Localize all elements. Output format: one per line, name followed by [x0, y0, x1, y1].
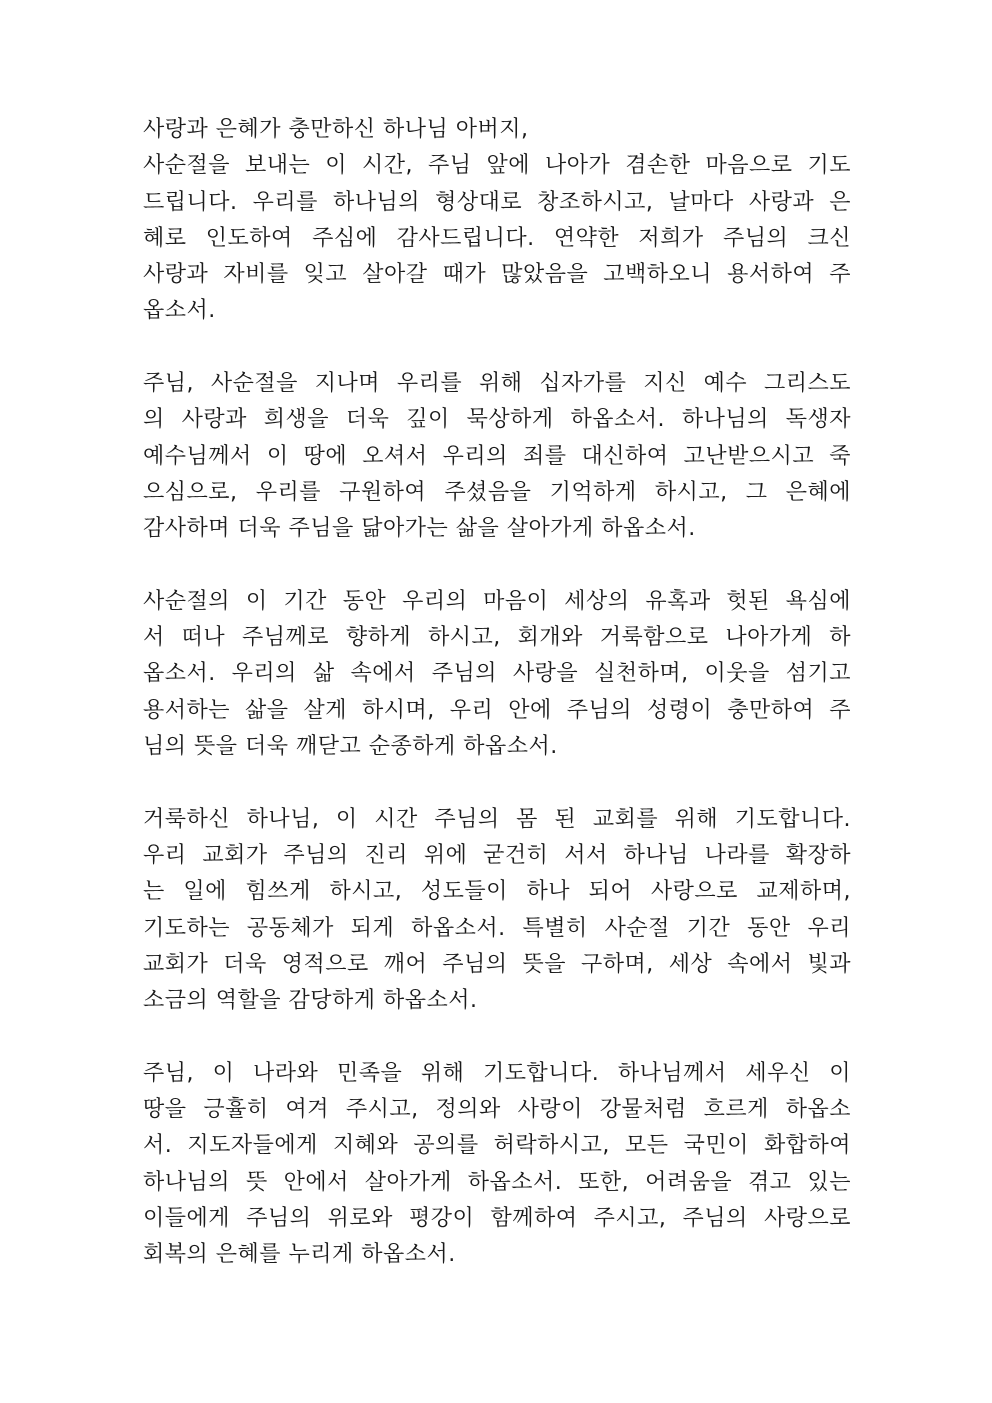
paragraph-4 — [143, 802, 851, 1020]
text-line: 이들에게 주님의 위로와 평강이 함께하여 주시고, 주님의 사랑으로 — [143, 1205, 851, 1231]
prayer-text — [143, 112, 851, 1310]
text-line: 옵소서. 우리의 삶 속에서 주님의 사랑을 실천하며, 이웃을 섬기고 — [143, 661, 851, 687]
text-line: 서. 지도자들에게 지혜와 공의를 허락하시고, 모든 국민이 화합하여 — [143, 1133, 851, 1159]
text-line: 혜로 인도하여 주심에 감사드립니다. 연약한 저희가 주님의 크신 — [143, 225, 851, 251]
paragraph-3 — [143, 584, 851, 765]
text-line: 주님, 이 나라와 민족을 위해 기도합니다. 하나님께서 세우신 이 — [143, 1060, 851, 1086]
text-line: 사랑과 은혜가 충만하신 하나님 아버지, — [143, 117, 529, 142]
text-line: 서 떠나 주님께로 향하게 하시고, 회개와 거룩함으로 나아가게 하 — [143, 625, 851, 651]
text-line: 주님, 사순절을 지나며 우리를 위해 십자가를 지신 예수 그리스도 — [143, 371, 851, 397]
text-line: 예수님께서 이 땅에 오셔서 우리의 죄를 대신하여 고난받으시고 죽 — [143, 443, 851, 469]
text-line: 땅을 긍휼히 여겨 주시고, 정의와 사랑이 강물처럼 흐르게 하옵소 — [143, 1097, 851, 1123]
paragraph-2 — [143, 366, 851, 547]
text-line: 교회가 더욱 영적으로 깨어 주님의 뜻을 구하며, 세상 속에서 빛과 — [143, 951, 851, 977]
text-line: 님의 뜻을 더욱 깨닫고 순종하게 하옵소서. — [143, 734, 558, 760]
text-line: 기도하는 공동체가 되게 하옵소서. 특별히 사순절 기간 동안 우리 — [143, 915, 851, 941]
text-line: 거룩하신 하나님, 이 시간 주님의 몸 된 교회를 위해 기도합니다. — [143, 806, 851, 832]
text-line: 감사하며 더욱 주님을 닮아가는 삶을 살아가게 하옵소서. — [143, 516, 696, 542]
text-line: 하나님의 뜻 안에서 살아가게 하옵소서. 또한, 어려움을 겪고 있는 — [143, 1169, 851, 1195]
text-line: 옵소서. — [143, 298, 216, 324]
text-line: 사랑과 자비를 잊고 살아갈 때가 많았음을 고백하오니 용서하여 주 — [143, 262, 851, 288]
paragraph-1 — [143, 112, 851, 330]
text-line: 드립니다. 우리를 하나님의 형상대로 창조하시고, 날마다 사랑과 은 — [143, 189, 851, 215]
text-line: 소금의 역할을 감당하게 하옵소서. — [143, 988, 478, 1014]
paragraph-5 — [143, 1056, 851, 1274]
text-line: 사순절의 이 기간 동안 우리의 마음이 세상의 유혹과 헛된 욕심에 — [143, 588, 851, 614]
text-line: 용서하는 삶을 살게 하시며, 우리 안에 주님의 성령이 충만하여 주 — [143, 697, 851, 723]
text-line: 는 일에 힘쓰게 하시고, 성도들이 하나 되어 사랑으로 교제하며, — [143, 879, 851, 905]
text-line: 으심으로, 우리를 구원하여 주셨음을 기억하게 하시고, 그 은혜에 — [143, 479, 851, 505]
text-line: 의 사랑과 희생을 더욱 깊이 묵상하게 하옵소서. 하나님의 독생자 — [143, 407, 851, 433]
text-line: 회복의 은혜를 누리게 하옵소서. — [143, 1242, 456, 1268]
text-line: 우리 교회가 주님의 진리 위에 굳건히 서서 하나님 나라를 확장하 — [143, 842, 851, 868]
text-line: 사순절을 보내는 이 시간, 주님 앞에 나아가 겸손한 마음으로 기도 — [143, 153, 851, 179]
